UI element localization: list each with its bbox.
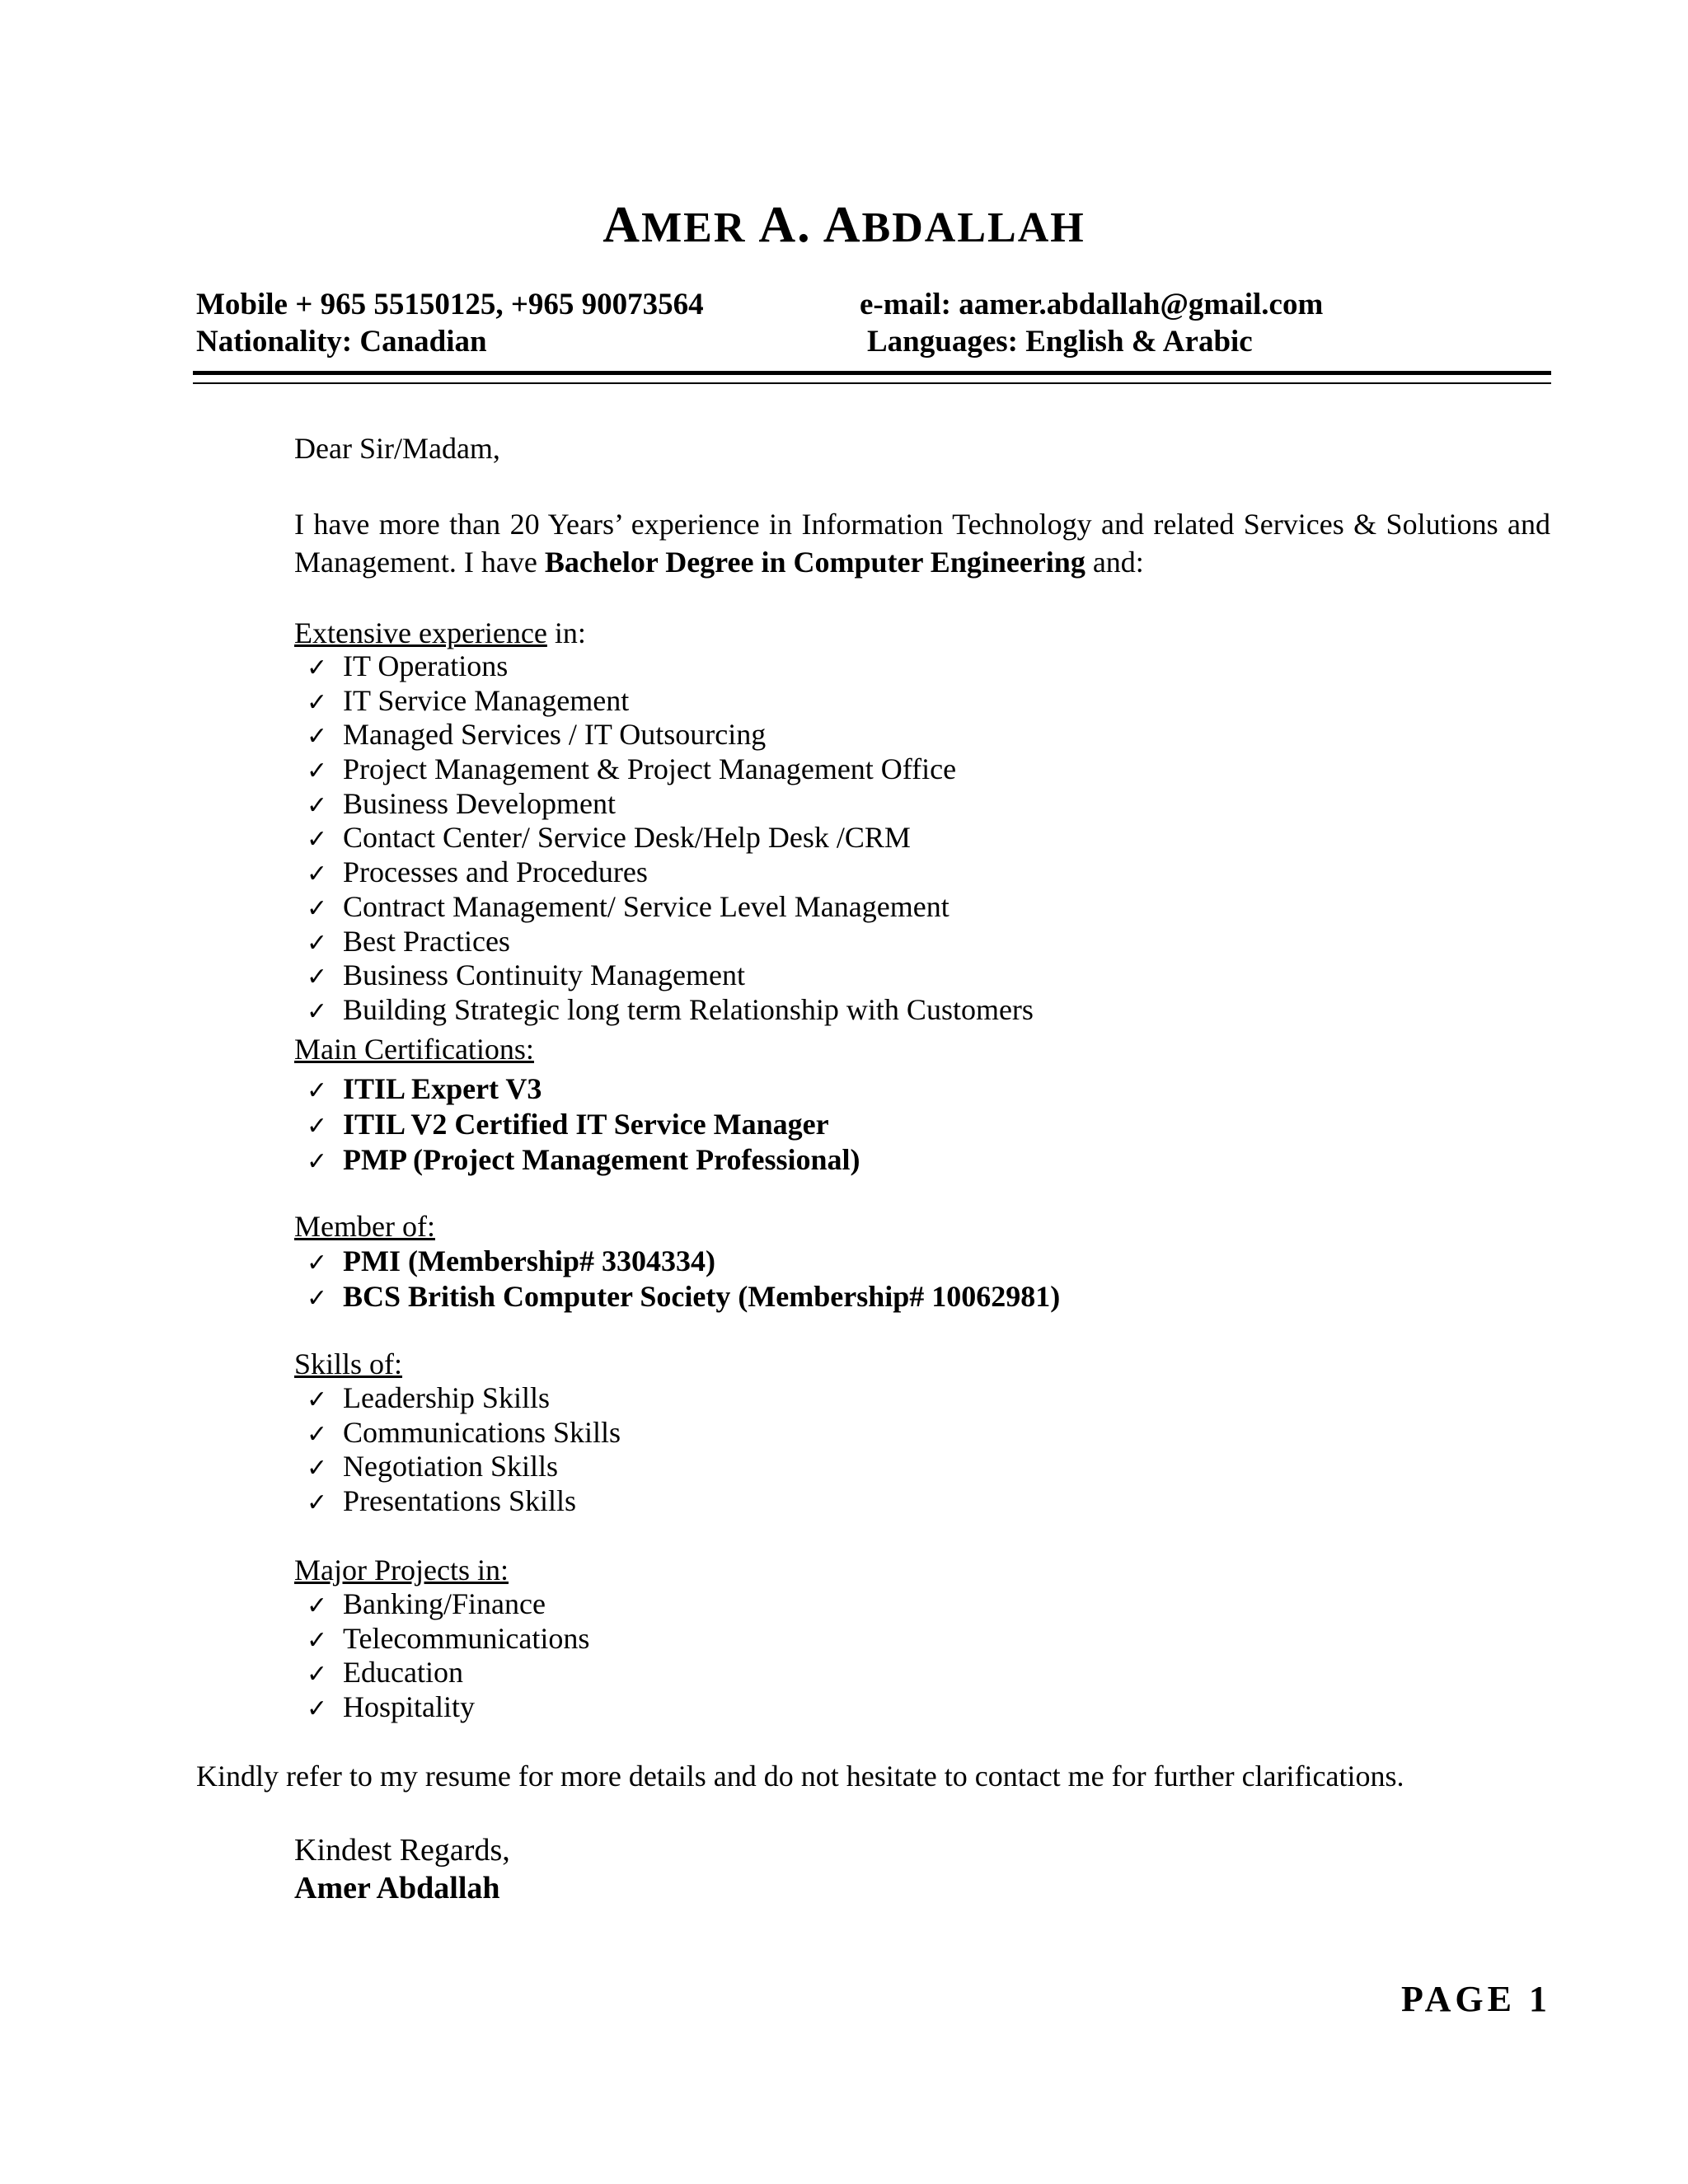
- list-item-text: ITIL Expert V3: [343, 1072, 542, 1105]
- list-item: [307, 1450, 621, 1484]
- candidate-name: [0, 196, 1688, 255]
- list-item: [307, 718, 1034, 752]
- list-item: [307, 1416, 621, 1451]
- check-icon: ✓: [307, 790, 328, 820]
- check-icon: ✓: [307, 1284, 328, 1313]
- list-item-text: Contract Management/ Service Level Management: [343, 889, 950, 923]
- list-item: [307, 1279, 1060, 1315]
- list-item: [307, 787, 1034, 822]
- check-icon: ✓: [307, 1076, 328, 1105]
- list-item-text: IT Service Management: [343, 683, 630, 717]
- list-item-text: Negotiation Skills: [343, 1450, 558, 1483]
- header-rule-thick: [193, 371, 1551, 375]
- experience-heading-label: Extensive experience: [294, 616, 547, 649]
- experience-heading: [294, 616, 586, 650]
- list-item-text: Business Continuity Management: [343, 958, 745, 992]
- list-item: [307, 1587, 589, 1622]
- check-icon: ✓: [307, 722, 328, 752]
- list-item-text: Leadership Skills: [343, 1381, 550, 1414]
- check-icon: ✓: [307, 1660, 328, 1690]
- certifications-list: [307, 1071, 860, 1178]
- list-item: [307, 1107, 860, 1142]
- nationality: Nationality: Canadian: [196, 325, 487, 359]
- name-rest-last: BDALLAH: [861, 204, 1085, 251]
- list-item: [307, 1142, 860, 1178]
- degree-highlight: Bachelor Degree in Computer Engineering: [544, 546, 1085, 579]
- list-item-text: Communications Skills: [343, 1415, 621, 1449]
- list-item: [307, 925, 1034, 959]
- list-item: [307, 1071, 860, 1107]
- intro-text: I have more than 20 Years’ experience in Information Technology and related Services & Solutions and Management. I have: [294, 508, 1550, 579]
- list-item-text: ITIL V2 Certified IT Service Manager: [343, 1108, 829, 1141]
- certifications-heading: Main Certifications:: [294, 1033, 534, 1066]
- list-item: [307, 1622, 589, 1657]
- check-icon: ✓: [307, 860, 328, 889]
- salutation: Dear Sir/Madam,: [294, 432, 500, 465]
- list-item: [307, 1656, 589, 1690]
- check-icon: ✓: [307, 1147, 328, 1176]
- list-item-text: Contact Center/ Service Desk/Help Desk /CRM: [343, 821, 911, 855]
- name-initial-first: A: [603, 197, 642, 253]
- list-item-text: Telecommunications: [343, 1621, 590, 1655]
- projects-list: [307, 1587, 589, 1725]
- mobile-numbers: Mobile + 965 55150125, +965 90073564: [196, 288, 704, 321]
- check-icon: ✓: [307, 1625, 328, 1655]
- check-icon: ✓: [307, 1112, 328, 1141]
- check-icon: ✓: [307, 1385, 328, 1414]
- list-item-text: Project Management & Project Management Office: [343, 752, 957, 786]
- list-item-text: Hospitality: [343, 1690, 475, 1724]
- signature: Amer Abdallah: [294, 1871, 500, 1905]
- list-item-text: Best Practices: [343, 924, 510, 958]
- list-item-text: Education: [343, 1656, 463, 1690]
- list-item: [307, 752, 1034, 787]
- check-icon: ✓: [307, 1419, 328, 1449]
- closing-line: Kindly refer to my resume for more details and do not hesitate to contact me for further clarifications.: [196, 1760, 1404, 1793]
- list-item: [307, 1244, 1060, 1279]
- languages: Languages: English & Arabic: [867, 325, 1253, 359]
- skills-list: [307, 1381, 621, 1519]
- list-item-text: IT Operations: [343, 649, 509, 682]
- membership-heading: Member of:: [294, 1210, 435, 1243]
- list-item: [307, 855, 1034, 890]
- check-icon: ✓: [307, 687, 328, 717]
- list-item-text: Managed Services / IT Outsourcing: [343, 718, 767, 752]
- page-number: PAGE 1: [1401, 1979, 1551, 2019]
- list-item: [307, 684, 1034, 719]
- list-item: [307, 1690, 589, 1725]
- check-icon: ✓: [307, 893, 328, 923]
- list-item-text: Building Strategic long term Relationship with Customers: [343, 992, 1034, 1026]
- header-rule-thin: [193, 382, 1551, 384]
- list-item: [307, 1484, 621, 1519]
- list-item-text: Processes and Procedures: [343, 855, 648, 889]
- check-icon: ✓: [307, 1249, 328, 1277]
- email-address: e-mail: aamer.abdallah@gmail.com: [860, 288, 1324, 321]
- name-rest-first: MER: [641, 204, 759, 251]
- list-item-text: BCS British Computer Society (Membership# 10062981): [343, 1280, 1061, 1313]
- check-icon: ✓: [307, 654, 328, 682]
- list-item-text: Banking/Finance: [343, 1587, 546, 1620]
- list-item-text: PMP (Project Management Professional): [343, 1143, 860, 1176]
- list-item-text: Business Development: [343, 786, 616, 820]
- name-initial-last: A. A: [758, 197, 862, 253]
- list-item: [307, 958, 1034, 993]
- projects-heading: Major Projects in:: [294, 1554, 509, 1586]
- skills-heading: Skills of:: [294, 1347, 403, 1380]
- check-icon: ✓: [307, 928, 328, 958]
- list-item-text: PMI (Membership# 3304334): [343, 1244, 715, 1277]
- regards: Kindest Regards,: [294, 1833, 510, 1868]
- check-icon: ✓: [307, 996, 328, 1026]
- list-item: [307, 1381, 621, 1416]
- membership-list: [307, 1244, 1060, 1315]
- list-item: [307, 890, 1034, 925]
- check-icon: ✓: [307, 963, 328, 992]
- intro-paragraph: [294, 505, 1550, 581]
- check-icon: ✓: [307, 1694, 328, 1724]
- list-item: [307, 993, 1034, 1028]
- check-icon: ✓: [307, 825, 328, 855]
- list-item-text: Presentations Skills: [343, 1484, 577, 1518]
- check-icon: ✓: [307, 1591, 328, 1620]
- experience-heading-suffix: in:: [546, 616, 586, 649]
- check-icon: ✓: [307, 1454, 328, 1483]
- check-icon: ✓: [307, 757, 328, 786]
- check-icon: ✓: [307, 1488, 328, 1518]
- experience-list: [307, 649, 1034, 1028]
- intro-suffix: and:: [1085, 546, 1144, 579]
- list-item: [307, 821, 1034, 855]
- list-item: [307, 649, 1034, 684]
